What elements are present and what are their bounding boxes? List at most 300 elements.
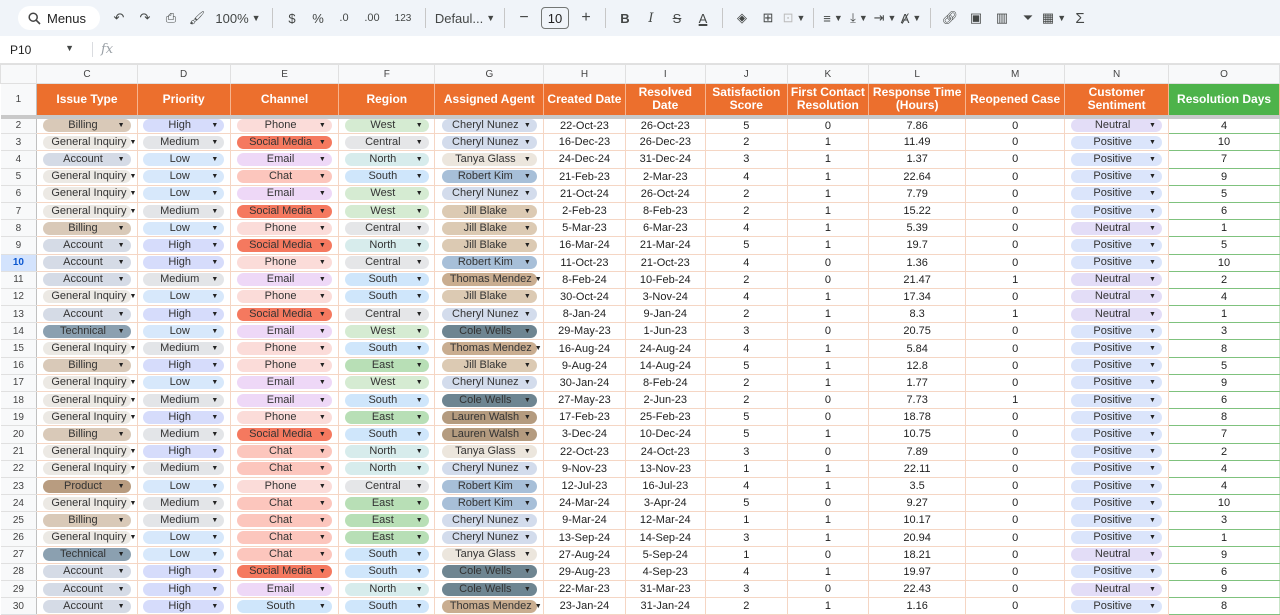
cell-reopen[interactable]: 0 — [966, 374, 1065, 391]
cell-sat[interactable]: 2 — [705, 202, 787, 219]
cell-days[interactable]: 4 — [1169, 477, 1280, 494]
chevron-down-icon[interactable]: ▼ — [129, 534, 137, 542]
currency-format-button[interactable]: $ — [288, 10, 296, 26]
region-dropdown-chip[interactable] — [345, 600, 429, 613]
issue-dropdown-chip[interactable] — [43, 480, 130, 493]
text-rotation-icon[interactable]: Ⱥ ▼ — [900, 10, 922, 26]
cell-issue[interactable] — [37, 185, 137, 202]
cell-fcr[interactable]: 0 — [787, 271, 869, 288]
chevron-down-icon[interactable]: ▼ — [1148, 396, 1156, 404]
issue-dropdown-chip[interactable] — [43, 428, 130, 441]
priority-dropdown-chip[interactable] — [143, 394, 224, 407]
channel-dropdown-chip[interactable] — [237, 376, 332, 389]
cell-sat[interactable]: 2 — [705, 392, 787, 409]
agent-dropdown-chip[interactable] — [442, 187, 537, 200]
cell-channel[interactable] — [230, 598, 338, 615]
chevron-down-icon[interactable]: ▼ — [523, 568, 531, 576]
cell-resp[interactable]: 22.11 — [869, 460, 966, 477]
cell-issue[interactable] — [37, 512, 137, 529]
cell-issue[interactable] — [37, 477, 137, 494]
issue-dropdown-chip[interactable] — [43, 273, 130, 286]
cell-agent[interactable] — [435, 220, 544, 237]
chevron-down-icon[interactable]: ▼ — [211, 224, 219, 232]
cell-region[interactable] — [339, 546, 435, 563]
cell-reopen[interactable]: 0 — [966, 546, 1065, 563]
cell-resp[interactable]: 9.27 — [869, 495, 966, 512]
cell-sat[interactable]: 5 — [705, 237, 787, 254]
priority-dropdown-chip[interactable] — [143, 256, 224, 269]
chevron-down-icon[interactable]: ▼ — [211, 345, 219, 353]
priority-dropdown-chip[interactable] — [143, 514, 224, 527]
chevron-down-icon[interactable]: ▼ — [211, 241, 219, 249]
cell-resp[interactable]: 19.97 — [869, 563, 966, 580]
chevron-down-icon[interactable]: ▼ — [1148, 499, 1156, 507]
sent-dropdown-chip[interactable] — [1071, 136, 1162, 149]
cell-agent[interactable] — [435, 374, 544, 391]
chevron-down-icon[interactable]: ▼ — [1148, 173, 1156, 181]
cell-channel[interactable] — [230, 374, 338, 391]
cell-priority[interactable] — [137, 392, 230, 409]
cell-fcr[interactable]: 1 — [787, 340, 869, 357]
chevron-down-icon[interactable]: ▼ — [211, 568, 219, 576]
chevron-down-icon[interactable]: ▼ — [1148, 345, 1156, 353]
chevron-down-icon[interactable]: ▼ — [523, 413, 531, 421]
chevron-down-icon[interactable]: ▼ — [211, 482, 219, 490]
cell-resp[interactable]: 8.3 — [869, 306, 966, 323]
cell-sat[interactable]: 5 — [705, 409, 787, 426]
chevron-down-icon[interactable]: ▼ — [318, 241, 326, 249]
chevron-down-icon[interactable]: ▼ — [1148, 207, 1156, 215]
region-dropdown-chip[interactable] — [345, 136, 429, 149]
cell-created[interactable]: 27-Aug-24 — [544, 546, 625, 563]
chevron-down-icon[interactable]: ▼ — [1148, 448, 1156, 456]
priority-dropdown-chip[interactable] — [143, 531, 224, 544]
chevron-down-icon[interactable]: ▼ — [415, 551, 423, 559]
cell-sent[interactable] — [1065, 323, 1169, 340]
cell-days[interactable]: 1 — [1169, 306, 1280, 323]
cell-resp[interactable]: 5.84 — [869, 340, 966, 357]
cell-priority[interactable] — [137, 340, 230, 357]
cell-days[interactable]: 3 — [1169, 512, 1280, 529]
cell-resp[interactable]: 7.89 — [869, 443, 966, 460]
cell-resp[interactable]: 1.16 — [869, 598, 966, 615]
cell-reopen[interactable]: 0 — [966, 117, 1065, 134]
issue-dropdown-chip[interactable] — [43, 187, 137, 200]
merge-cells-icon[interactable]: ⊡ ▼ — [782, 10, 806, 25]
chevron-down-icon[interactable]: ▼ — [129, 379, 137, 387]
cell-resp[interactable]: 1.36 — [869, 254, 966, 271]
cell-resp[interactable]: 7.86 — [869, 117, 966, 134]
cell-agent[interactable] — [435, 168, 544, 185]
chevron-down-icon[interactable]: ▼ — [523, 482, 531, 490]
chevron-down-icon[interactable]: ▼ — [211, 259, 219, 267]
cell-issue[interactable] — [37, 288, 137, 305]
sent-dropdown-chip[interactable] — [1071, 445, 1162, 458]
chevron-down-icon[interactable]: ▼ — [523, 551, 531, 559]
agent-dropdown-chip[interactable] — [442, 290, 537, 303]
chevron-down-icon[interactable]: ▼ — [318, 190, 326, 198]
chevron-down-icon[interactable]: ▼ — [129, 413, 137, 421]
cell-days[interactable]: 1 — [1169, 220, 1280, 237]
cell-sat[interactable]: 2 — [705, 134, 787, 151]
cell-priority[interactable] — [137, 168, 230, 185]
chevron-down-icon[interactable]: ▼ — [523, 585, 531, 593]
cell-channel[interactable] — [230, 563, 338, 580]
sent-dropdown-chip[interactable] — [1071, 394, 1162, 407]
chevron-down-icon[interactable]: ▼ — [117, 259, 125, 267]
channel-dropdown-chip[interactable] — [237, 325, 332, 338]
cell-sat[interactable]: 5 — [705, 426, 787, 443]
sent-dropdown-chip[interactable] — [1071, 359, 1162, 372]
cell-priority[interactable] — [137, 426, 230, 443]
cell-sent[interactable] — [1065, 392, 1169, 409]
redo-icon[interactable]: ↷ — [139, 10, 151, 25]
cell-sent[interactable] — [1065, 529, 1169, 546]
header-cell[interactable]: Assigned Agent — [435, 84, 544, 117]
chevron-down-icon[interactable]: ▼ — [523, 534, 531, 542]
header-cell[interactable]: Issue Type — [37, 84, 137, 117]
column-header-o[interactable]: O — [1169, 65, 1280, 84]
region-dropdown-chip[interactable] — [345, 497, 429, 510]
issue-dropdown-chip[interactable] — [43, 170, 137, 183]
chevron-down-icon[interactable]: ▼ — [318, 224, 326, 232]
cell-resolved[interactable]: 24-Aug-24 — [625, 340, 705, 357]
chevron-down-icon[interactable]: ▼ — [415, 345, 423, 353]
cell-resolved[interactable]: 24-Oct-23 — [625, 443, 705, 460]
channel-dropdown-chip[interactable] — [237, 359, 332, 372]
region-dropdown-chip[interactable] — [345, 119, 429, 132]
chevron-down-icon[interactable]: ▼ — [318, 516, 326, 524]
issue-dropdown-chip[interactable] — [43, 239, 130, 252]
chevron-down-icon[interactable]: ▼ — [1148, 465, 1156, 473]
channel-dropdown-chip[interactable] — [237, 136, 332, 149]
cell-reopen[interactable]: 0 — [966, 477, 1065, 494]
agent-dropdown-chip[interactable] — [442, 239, 537, 252]
cell-fcr[interactable]: 1 — [787, 202, 869, 219]
chevron-down-icon[interactable]: ▼ — [523, 327, 531, 335]
cell-sat[interactable]: 3 — [705, 581, 787, 598]
cell-reopen[interactable]: 0 — [966, 529, 1065, 546]
percent-format-button[interactable]: % — [312, 10, 324, 26]
cell-resp[interactable]: 11.49 — [869, 134, 966, 151]
chevron-down-icon[interactable]: ▼ — [117, 602, 125, 610]
cell-agent[interactable] — [435, 202, 544, 219]
cell-fcr[interactable]: 1 — [787, 134, 869, 151]
cell-fcr[interactable]: 0 — [787, 443, 869, 460]
sent-dropdown-chip[interactable] — [1071, 428, 1162, 441]
agent-dropdown-chip[interactable] — [442, 428, 537, 441]
priority-dropdown-chip[interactable] — [143, 376, 224, 389]
cell-region[interactable] — [339, 409, 435, 426]
cell-reopen[interactable]: 0 — [966, 495, 1065, 512]
cell-fcr[interactable]: 0 — [787, 546, 869, 563]
channel-dropdown-chip[interactable] — [237, 308, 332, 321]
sent-dropdown-chip[interactable] — [1071, 497, 1162, 510]
chevron-down-icon[interactable]: ▼ — [534, 345, 542, 353]
cell-fcr[interactable]: 1 — [787, 529, 869, 546]
issue-dropdown-chip[interactable] — [43, 462, 137, 475]
row-number[interactable]: 6 — [1, 185, 37, 202]
cell-priority[interactable] — [137, 546, 230, 563]
agent-dropdown-chip[interactable] — [442, 325, 537, 338]
chevron-down-icon[interactable]: ▼ — [523, 293, 531, 301]
chevron-down-icon[interactable]: ▼ — [415, 499, 423, 507]
region-dropdown-chip[interactable] — [345, 308, 429, 321]
cell-resp[interactable]: 10.75 — [869, 426, 966, 443]
paint-format-icon[interactable]: 🖌︎ — [188, 10, 206, 25]
chevron-down-icon[interactable]: ▼ — [523, 448, 531, 456]
cell-created[interactable]: 3-Dec-24 — [544, 426, 625, 443]
region-dropdown-chip[interactable] — [345, 256, 429, 269]
cell-sat[interactable]: 3 — [705, 443, 787, 460]
chevron-down-icon[interactable]: ▼ — [523, 379, 531, 387]
chevron-down-icon[interactable]: ▼ — [129, 173, 137, 181]
cell-agent[interactable] — [435, 443, 544, 460]
filter-icon[interactable]: ⏷ — [1022, 10, 1034, 25]
sent-dropdown-chip[interactable] — [1071, 583, 1162, 596]
cell-channel[interactable] — [230, 460, 338, 477]
cell-sent[interactable] — [1065, 374, 1169, 391]
cell-reopen[interactable]: 0 — [966, 563, 1065, 580]
cell-region[interactable] — [339, 323, 435, 340]
cell-priority[interactable] — [137, 598, 230, 615]
channel-dropdown-chip[interactable] — [237, 273, 332, 286]
chevron-down-icon[interactable]: ▼ — [117, 122, 125, 130]
sent-dropdown-chip[interactable] — [1071, 376, 1162, 389]
cell-reopen[interactable]: 0 — [966, 134, 1065, 151]
cell-region[interactable] — [339, 495, 435, 512]
cell-reopen[interactable]: 0 — [966, 151, 1065, 168]
region-dropdown-chip[interactable] — [345, 342, 429, 355]
chevron-down-icon[interactable]: ▼ — [415, 482, 423, 490]
cell-days[interactable]: 4 — [1169, 117, 1280, 134]
row-number[interactable]: 17 — [1, 374, 37, 391]
chevron-down-icon[interactable]: ▼ — [415, 327, 423, 335]
cell-channel[interactable] — [230, 512, 338, 529]
cell-days[interactable]: 5 — [1169, 237, 1280, 254]
cell-agent[interactable] — [435, 288, 544, 305]
cell-fcr[interactable]: 1 — [787, 151, 869, 168]
cell-created[interactable]: 29-May-23 — [544, 323, 625, 340]
header-cell[interactable]: Reopened Case — [966, 84, 1065, 117]
priority-dropdown-chip[interactable] — [143, 222, 224, 235]
cell-priority[interactable] — [137, 581, 230, 598]
sent-dropdown-chip[interactable] — [1071, 187, 1162, 200]
cell-channel[interactable] — [230, 357, 338, 374]
cell-priority[interactable] — [137, 323, 230, 340]
cell-resp[interactable]: 19.7 — [869, 237, 966, 254]
chevron-down-icon[interactable]: ▼ — [523, 173, 531, 181]
chevron-down-icon[interactable]: ▼ — [318, 207, 326, 215]
chevron-down-icon[interactable]: ▼ — [415, 310, 423, 318]
cell-priority[interactable] — [137, 271, 230, 288]
issue-dropdown-chip[interactable] — [43, 496, 137, 510]
agent-dropdown-chip[interactable] — [442, 119, 537, 132]
cell-created[interactable]: 30-Jan-24 — [544, 374, 625, 391]
cell-channel[interactable] — [230, 288, 338, 305]
number-format-button[interactable]: 123 — [394, 12, 412, 24]
cell-resolved[interactable]: 5-Sep-24 — [625, 546, 705, 563]
cell-sent[interactable] — [1065, 117, 1169, 134]
chevron-down-icon[interactable]: ▼ — [318, 482, 326, 490]
row-number[interactable]: 30 — [1, 598, 37, 615]
chevron-down-icon[interactable]: ▼ — [117, 516, 125, 524]
agent-dropdown-chip[interactable] — [442, 445, 537, 458]
cell-fcr[interactable]: 1 — [787, 426, 869, 443]
chevron-down-icon[interactable]: ▼ — [211, 362, 219, 370]
functions-button[interactable]: Σ — [1075, 9, 1085, 27]
cell-channel[interactable] — [230, 409, 338, 426]
column-header-m[interactable]: M — [966, 65, 1065, 84]
channel-dropdown-chip[interactable] — [237, 205, 332, 218]
priority-dropdown-chip[interactable] — [143, 445, 224, 458]
issue-dropdown-chip[interactable] — [43, 600, 130, 613]
chevron-down-icon[interactable]: ▼ — [1148, 602, 1156, 610]
cell-days[interactable]: 1 — [1169, 529, 1280, 546]
issue-dropdown-chip[interactable] — [43, 135, 137, 149]
cell-channel[interactable] — [230, 271, 338, 288]
cell-resolved[interactable]: 14-Sep-24 — [625, 529, 705, 546]
column-header-l[interactable]: L — [869, 65, 966, 84]
cell-region[interactable] — [339, 426, 435, 443]
chevron-down-icon[interactable]: ▼ — [415, 534, 423, 542]
cell-agent[interactable] — [435, 477, 544, 494]
chevron-down-icon[interactable]: ▼ — [415, 516, 423, 524]
cell-reopen[interactable]: 0 — [966, 237, 1065, 254]
chevron-down-icon[interactable]: ▼ — [415, 362, 423, 370]
issue-dropdown-chip[interactable] — [43, 222, 130, 235]
agent-dropdown-chip[interactable] — [442, 342, 542, 355]
header-cell[interactable]: Region — [339, 84, 435, 117]
cell-reopen[interactable]: 0 — [966, 409, 1065, 426]
priority-dropdown-chip[interactable] — [143, 273, 224, 286]
cell-channel[interactable] — [230, 477, 338, 494]
cell-sent[interactable] — [1065, 443, 1169, 460]
chevron-down-icon[interactable]: ▼ — [415, 396, 423, 404]
cell-resolved[interactable]: 4-Sep-23 — [625, 563, 705, 580]
chevron-down-icon[interactable]: ▼ — [523, 155, 531, 163]
cell-channel[interactable] — [230, 202, 338, 219]
cell-sat[interactable]: 4 — [705, 220, 787, 237]
decrease-font-size-button[interactable]: − — [519, 9, 529, 26]
cell-resp[interactable]: 20.94 — [869, 529, 966, 546]
issue-dropdown-chip[interactable] — [43, 376, 137, 389]
cell-agent[interactable] — [435, 495, 544, 512]
cell-resolved[interactable]: 10-Feb-24 — [625, 271, 705, 288]
cell-region[interactable] — [339, 134, 435, 151]
cell-days[interactable]: 10 — [1169, 254, 1280, 271]
cell-resolved[interactable]: 9-Jan-24 — [625, 306, 705, 323]
fill-color-icon[interactable]: ◈ — [737, 10, 747, 25]
chevron-down-icon[interactable]: ▼ — [523, 430, 531, 438]
cell-sat[interactable]: 2 — [705, 185, 787, 202]
chevron-down-icon[interactable]: ▼ — [129, 207, 137, 215]
increase-font-size-button[interactable]: + — [581, 9, 591, 26]
chevron-down-icon[interactable]: ▼ — [211, 499, 219, 507]
cell-agent[interactable] — [435, 254, 544, 271]
cell-agent[interactable] — [435, 598, 544, 615]
cell-days[interactable]: 5 — [1169, 185, 1280, 202]
chevron-down-icon[interactable]: ▼ — [211, 122, 219, 130]
sent-dropdown-chip[interactable] — [1071, 308, 1162, 321]
cell-reopen[interactable]: 0 — [966, 512, 1065, 529]
channel-dropdown-chip[interactable] — [237, 462, 332, 475]
chevron-down-icon[interactable]: ▼ — [117, 310, 125, 318]
name-box[interactable] — [0, 43, 80, 57]
sent-dropdown-chip[interactable] — [1071, 514, 1162, 527]
cell-sent[interactable] — [1065, 220, 1169, 237]
cell-fcr[interactable]: 0 — [787, 409, 869, 426]
row-number[interactable]: 18 — [1, 392, 37, 409]
cell-channel[interactable] — [230, 134, 338, 151]
agent-dropdown-chip[interactable] — [442, 599, 542, 613]
cell-agent[interactable] — [435, 306, 544, 323]
increase-decimal-button[interactable]: .00 — [364, 12, 380, 24]
cell-resolved[interactable]: 2-Mar-23 — [625, 168, 705, 185]
channel-dropdown-chip[interactable] — [237, 428, 332, 441]
chevron-down-icon[interactable]: ▼ — [211, 293, 219, 301]
cell-agent[interactable] — [435, 323, 544, 340]
header-cell[interactable]: Channel — [230, 84, 338, 117]
cell-sent[interactable] — [1065, 185, 1169, 202]
sent-dropdown-chip[interactable] — [1071, 256, 1162, 269]
cell-priority[interactable] — [137, 306, 230, 323]
priority-dropdown-chip[interactable] — [143, 136, 224, 149]
chevron-down-icon[interactable]: ▼ — [129, 499, 137, 507]
column-header-i[interactable]: I — [625, 65, 705, 84]
cell-resolved[interactable]: 31-Jan-24 — [625, 598, 705, 615]
region-dropdown-chip[interactable] — [345, 187, 429, 200]
cell-sat[interactable]: 2 — [705, 374, 787, 391]
row-number[interactable]: 11 — [1, 271, 37, 288]
priority-dropdown-chip[interactable] — [143, 583, 224, 596]
cell-region[interactable] — [339, 185, 435, 202]
cell-resolved[interactable]: 31-Dec-24 — [625, 151, 705, 168]
cell-sat[interactable]: 3 — [705, 529, 787, 546]
issue-dropdown-chip[interactable] — [43, 325, 130, 338]
chevron-down-icon[interactable]: ▼ — [523, 224, 531, 232]
cell-sent[interactable] — [1065, 477, 1169, 494]
priority-dropdown-chip[interactable] — [143, 480, 224, 493]
chevron-down-icon[interactable]: ▼ — [523, 241, 531, 249]
cell-created[interactable]: 22-Mar-23 — [544, 581, 625, 598]
cell-days[interactable]: 10 — [1169, 134, 1280, 151]
zoom-select[interactable] — [210, 6, 266, 30]
agent-dropdown-chip[interactable] — [442, 497, 537, 510]
cell-days[interactable]: 9 — [1169, 168, 1280, 185]
cell-created[interactable]: 11-Oct-23 — [544, 254, 625, 271]
cell-issue[interactable] — [37, 495, 137, 512]
cell-created[interactable]: 30-Oct-24 — [544, 288, 625, 305]
cell-resp[interactable]: 15.22 — [869, 202, 966, 219]
cell-sat[interactable]: 4 — [705, 288, 787, 305]
column-header-n[interactable]: N — [1065, 65, 1169, 84]
chevron-down-icon[interactable]: ▼ — [1148, 241, 1156, 249]
priority-dropdown-chip[interactable] — [143, 462, 224, 475]
chevron-down-icon[interactable]: ▼ — [415, 207, 423, 215]
agent-dropdown-chip[interactable] — [442, 205, 537, 218]
chevron-down-icon[interactable]: ▼ — [1148, 224, 1156, 232]
chevron-down-icon[interactable]: ▼ — [534, 276, 542, 284]
row-number[interactable]: 15 — [1, 340, 37, 357]
channel-dropdown-chip[interactable] — [237, 600, 332, 613]
chevron-down-icon[interactable]: ▼ — [318, 396, 326, 404]
cell-created[interactable]: 27-May-23 — [544, 392, 625, 409]
priority-dropdown-chip[interactable] — [143, 411, 224, 424]
chevron-down-icon[interactable]: ▼ — [1148, 551, 1156, 559]
cell-created[interactable]: 8-Feb-24 — [544, 271, 625, 288]
cell-sent[interactable] — [1065, 546, 1169, 563]
